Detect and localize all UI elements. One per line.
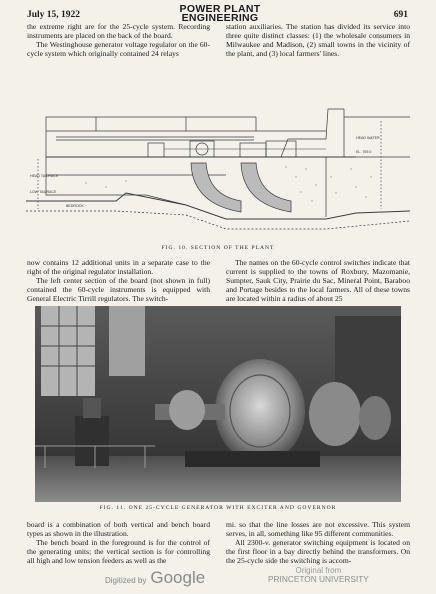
figure-11-caption: FIG. 11. ONE 25-CYCLE GENERATOR WITH EXCITER AND GOVERNOR	[99, 505, 337, 511]
paragraph: station auxiliaries. The station has divided its service into three quite distinct classes: (1) the wholesale consumers in Milwaukee and Madison, (2) small towns in the vicinity of the plant, and (3) local farmers' lines.	[226, 22, 410, 59]
plant-section-svg	[26, 97, 410, 247]
mid-left-column	[27, 258, 210, 303]
paragraph: The left center section of the board (not shown in full) contained the 60-cycle instruments is equipped with General Electric Tirrill regulators. The switch-	[27, 276, 210, 304]
drawing-label: HEAD WATER	[356, 136, 380, 140]
paragraph: mi. so that the line losses are not excessive. This system serves, in all, something like 95 different communities.	[226, 520, 410, 539]
university-label: PRINCETON UNIVERSITY	[268, 574, 369, 584]
generator-photo-svg	[35, 306, 401, 502]
paragraph: the extreme right are for the 25-cycle system. Recording instruments are placed on the back of the board.	[27, 22, 210, 41]
princeton-watermark	[268, 566, 369, 584]
figure-11-generator-photo	[35, 306, 401, 502]
paragraph: The names on the 60-cycle control switches indicate that current is supplied to the towns of Roxbury, Mazomanie, Sumpter, Sauk City, Prairie du Sac, Mineral Point, Baraboo and Portage besides to the local farmers. All of these towns are located within a radius of about 25	[226, 258, 410, 304]
original-from-label: Original from	[295, 566, 342, 575]
paragraph: The Westinghouse generator voltage regulator on the 60-cycle system which originally contained 24 relays	[27, 40, 210, 59]
bottom-left-column	[27, 520, 210, 565]
masthead-line-1: POWER PLANT	[179, 3, 261, 15]
digitized-by-label: Digitized by	[105, 576, 147, 585]
drawing-label: EL. 769.0	[356, 150, 372, 154]
page-number: 691	[393, 10, 408, 20]
paragraph: The bench board in the foreground is for the control of the generating units; the vertical section is for controlling all high and low tension feeders as well as the	[27, 538, 210, 566]
paragraph: now contains 12 additional units in a separate case to the right of the original regulator installation.	[27, 258, 210, 277]
figure-10-section-drawing	[26, 97, 410, 247]
top-left-column	[27, 22, 210, 58]
mid-right-column	[226, 258, 410, 303]
drawing-label: LOW TAILRACE	[30, 190, 57, 194]
bottom-right-column	[226, 520, 410, 565]
paragraph: All 2300-v. generator switching equipment is located on the first floor in a bay directly behind the transformers. On the 25-cycle side the switching is accom-	[226, 538, 410, 566]
top-right-column	[226, 22, 410, 58]
google-logo-text: Google	[150, 568, 206, 587]
drawing-label: BEDROCK	[66, 204, 84, 208]
masthead-line-2: ENGINEERING	[181, 12, 259, 24]
figure-10-caption: FIG. 10. SECTION OF THE PLANT	[161, 245, 275, 251]
paragraph: board is a combination of both vertical and bench board types as shown in the illustration.	[27, 520, 210, 539]
masthead	[168, 5, 272, 23]
digitized-by-google-watermark	[105, 568, 205, 588]
drawing-label: HEAD TAILRACE	[30, 174, 59, 178]
page-date: July 15, 1922	[27, 10, 81, 20]
